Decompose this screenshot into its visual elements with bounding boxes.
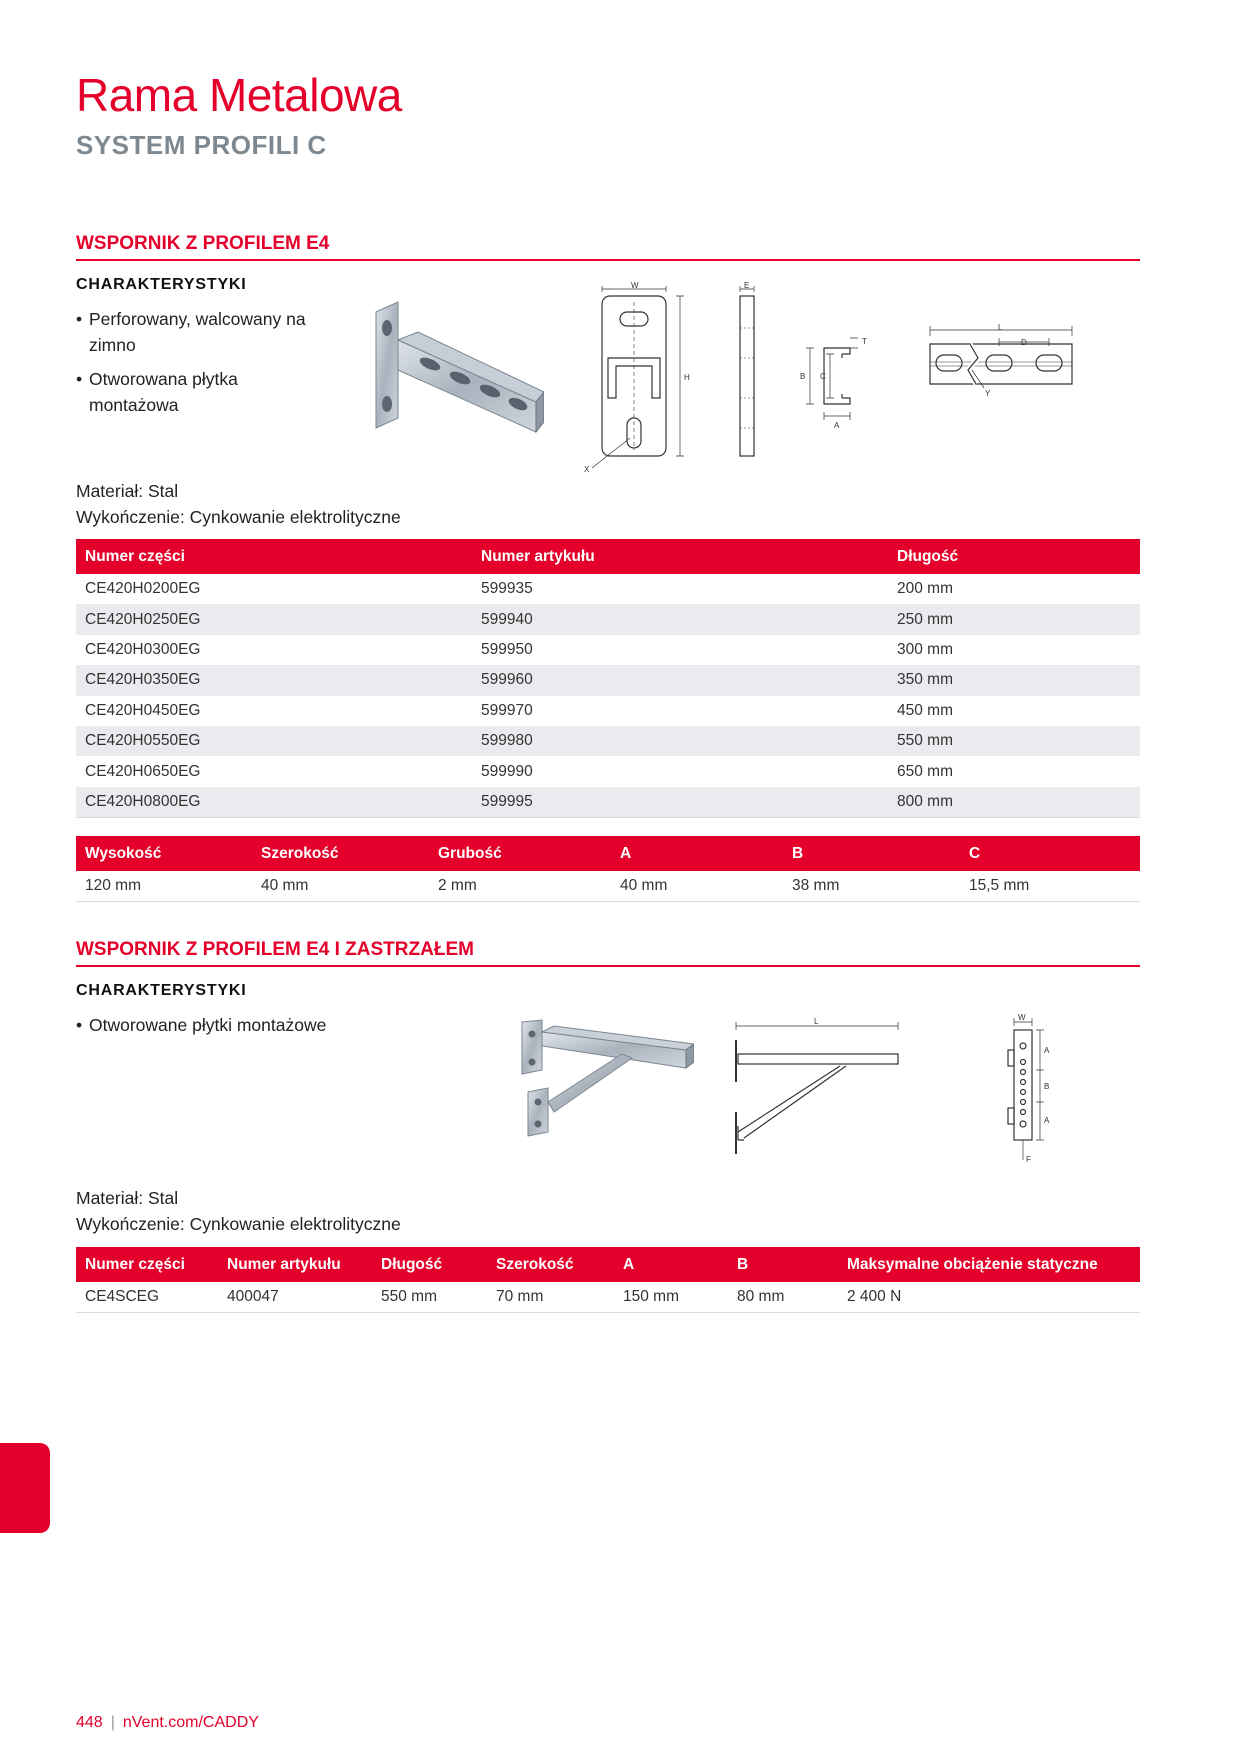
cell-part: CE420H0650EG bbox=[85, 762, 201, 780]
cell-width: 70 mm bbox=[487, 1282, 614, 1312]
cell-height: 120 mm bbox=[76, 871, 252, 901]
table-row bbox=[76, 635, 1140, 665]
cell-length: 450 mm bbox=[897, 701, 953, 719]
section1-material-block bbox=[76, 478, 401, 530]
table-row bbox=[76, 604, 1140, 634]
cell-a: 150 mm bbox=[614, 1282, 728, 1312]
cell-b: 80 mm bbox=[728, 1282, 838, 1312]
table-row bbox=[76, 1282, 1140, 1312]
section2-finish: Wykończenie: Cynkowanie elektrolityczne bbox=[76, 1214, 401, 1234]
table-header-row bbox=[76, 836, 1140, 871]
cell-article: 599990 bbox=[481, 762, 533, 780]
dim-w-label: W bbox=[1018, 1013, 1026, 1022]
cell-part: CE420H0450EG bbox=[85, 701, 201, 719]
cell-width: 40 mm bbox=[252, 871, 429, 901]
header-grubosc: Grubość bbox=[429, 836, 611, 871]
dim-e-label: E bbox=[744, 281, 750, 290]
dim-a1-label: A bbox=[1044, 1046, 1050, 1055]
cell-length: 650 mm bbox=[897, 762, 953, 780]
header-numer-artykulu: Numer artykułu bbox=[218, 1247, 372, 1282]
cell-thickness: 2 mm bbox=[429, 871, 611, 901]
section2-material: Materiał: Stal bbox=[76, 1188, 179, 1208]
cell-length: 550 mm bbox=[888, 726, 1140, 756]
cell-max-load: 2 400 N bbox=[838, 1282, 1140, 1312]
section1-bullet-list bbox=[76, 306, 306, 426]
dim-l-label: L bbox=[814, 1017, 819, 1026]
cell-part: CE420H0250EG bbox=[76, 604, 472, 634]
cell-article: 599960 bbox=[472, 665, 888, 695]
table-row bbox=[76, 574, 1140, 604]
cell-c: 15,5 mm bbox=[960, 871, 1140, 901]
header-b: B bbox=[728, 1247, 838, 1282]
cell-length: 300 mm bbox=[897, 640, 953, 658]
cell-article: 599950 bbox=[481, 640, 533, 658]
cell-part: CE420H0550EG bbox=[76, 726, 472, 756]
bracket-photo bbox=[368, 300, 544, 470]
section1-bullet-2: • Otworowana płytka montażowa bbox=[76, 366, 276, 418]
cell-length: 200 mm bbox=[897, 580, 953, 598]
page-number: 448 bbox=[76, 1714, 103, 1731]
cell-article: 599935 bbox=[481, 580, 533, 598]
header-dlugosc: Długość bbox=[888, 539, 1140, 574]
header-b: B bbox=[783, 836, 960, 871]
dim-d-label: D bbox=[1021, 338, 1027, 347]
header-numer-czesci: Numer części bbox=[76, 1247, 218, 1282]
section1-parts-table bbox=[76, 539, 1140, 818]
dim-l-label: L bbox=[998, 323, 1003, 332]
table-row bbox=[76, 696, 1140, 726]
bracket-with-strut-photo bbox=[518, 1018, 694, 1140]
table-row bbox=[76, 871, 1140, 901]
cell-part: CE4SCEG bbox=[76, 1282, 218, 1312]
dim-b-label: B bbox=[800, 372, 806, 381]
header-szerokosc: Szerokość bbox=[487, 1247, 614, 1282]
section1-dimensions-table bbox=[76, 836, 1140, 902]
header-a: A bbox=[611, 836, 783, 871]
header-a: A bbox=[614, 1247, 728, 1282]
cell-length: 350 mm bbox=[888, 665, 1140, 695]
dim-a-label: A bbox=[834, 421, 840, 430]
dim-t-label: T bbox=[862, 337, 867, 346]
header-numer-czesci: Numer części bbox=[76, 539, 472, 574]
table-header-row bbox=[76, 1247, 1140, 1282]
dim-w-label: W bbox=[631, 281, 639, 290]
dim-y-label: Y bbox=[985, 389, 991, 398]
dim-c-label: C bbox=[820, 372, 826, 381]
header-wysokosc: Wysokość bbox=[76, 836, 252, 871]
cell-article: 599940 bbox=[472, 604, 888, 634]
cell-part: CE420H0200EG bbox=[85, 580, 201, 598]
cell-article: 400047 bbox=[218, 1282, 372, 1312]
page-subtitle: SYSTEM PROFILI C bbox=[76, 130, 327, 160]
section2-bullet-1: • Otworowane płytki montażowe bbox=[76, 1012, 396, 1038]
table-row bbox=[76, 726, 1140, 756]
cell-article: 599970 bbox=[481, 701, 533, 719]
header-c: C bbox=[960, 836, 1140, 871]
page-title: Rama Metalowa bbox=[76, 69, 402, 121]
section1-bullet-1: • Perforowany, walcowany na zimno bbox=[76, 306, 306, 358]
page-footer bbox=[76, 1714, 259, 1732]
cell-length: 250 mm bbox=[888, 604, 1140, 634]
section2-technical-drawing bbox=[726, 1010, 1074, 1170]
section1-material: Materiał: Stal bbox=[76, 481, 179, 501]
section2-heading: WSPORNIK Z PROFILEM E4 I ZASTRZAŁEM bbox=[76, 939, 1140, 967]
section2-material-block bbox=[76, 1185, 401, 1237]
header-max-load: Maksymalne obciążenie statyczne bbox=[838, 1247, 1140, 1282]
cell-a: 40 mm bbox=[611, 871, 783, 901]
chapter-tab bbox=[0, 1443, 50, 1533]
dim-h-label: H bbox=[684, 373, 690, 382]
dim-a2-label: A bbox=[1044, 1116, 1050, 1125]
section1-finish: Wykończenie: Cynkowanie elektrolityczne bbox=[76, 507, 401, 527]
section2-parts-table bbox=[76, 1247, 1140, 1313]
dim-f-label: F bbox=[1026, 1155, 1031, 1164]
header-numer-artykulu: Numer artykułu bbox=[472, 539, 888, 574]
cell-article: 599980 bbox=[472, 726, 888, 756]
section1-technical-drawing bbox=[580, 278, 1120, 474]
section1-characteristics-heading: CHARAKTERYSTYKI bbox=[76, 276, 247, 293]
footer-website[interactable]: nVent.com/CADDY bbox=[122, 1714, 259, 1731]
cell-part: CE420H0300EG bbox=[85, 640, 201, 658]
cell-length: 550 mm bbox=[372, 1282, 487, 1312]
cell-part: CE420H0350EG bbox=[76, 665, 472, 695]
cell-length: 800 mm bbox=[888, 787, 1140, 817]
table-header-row bbox=[76, 539, 1140, 574]
dim-x-label: X bbox=[584, 465, 590, 474]
header-dlugosc: Długość bbox=[372, 1247, 487, 1282]
header-szerokosc: Szerokość bbox=[252, 836, 429, 871]
table-row bbox=[76, 787, 1140, 817]
cell-article: 599995 bbox=[472, 787, 888, 817]
footer-separator: | bbox=[110, 1714, 115, 1731]
table-row bbox=[76, 665, 1140, 695]
section1-heading: WSPORNIK Z PROFILEM E4 bbox=[76, 233, 1140, 261]
cell-b: 38 mm bbox=[783, 871, 960, 901]
table-row bbox=[76, 756, 1140, 786]
dim-b-label: B bbox=[1044, 1082, 1050, 1091]
section2-bullet-list bbox=[76, 1012, 396, 1046]
section2-characteristics-heading: CHARAKTERYSTYKI bbox=[76, 982, 247, 999]
cell-part: CE420H0800EG bbox=[76, 787, 472, 817]
